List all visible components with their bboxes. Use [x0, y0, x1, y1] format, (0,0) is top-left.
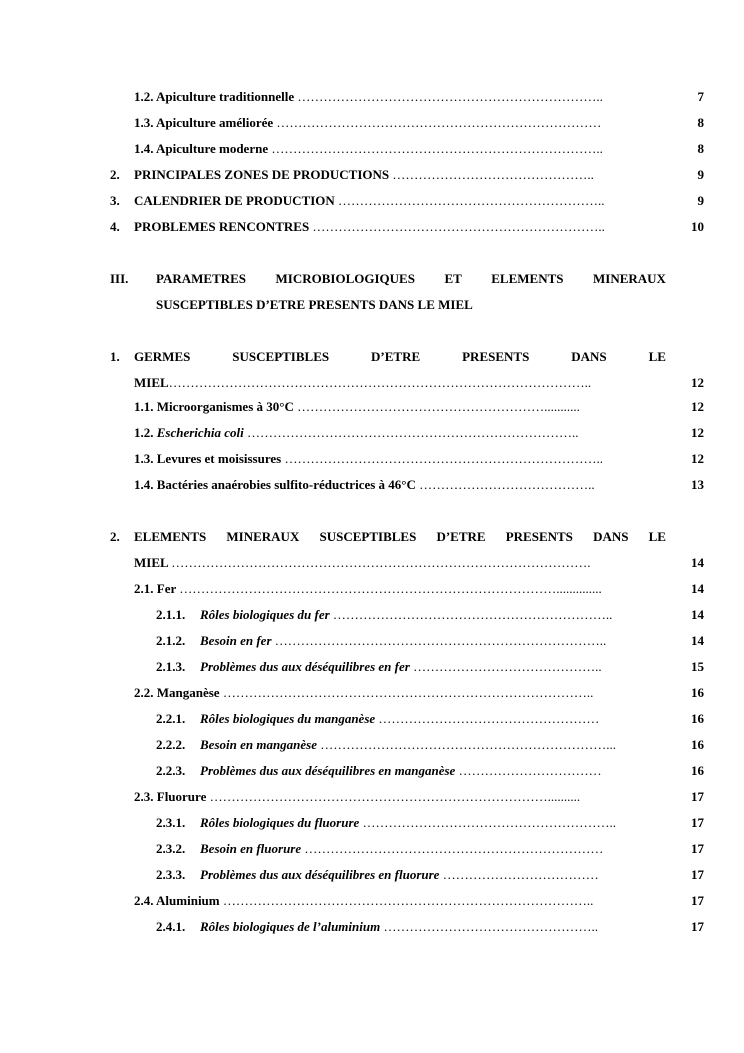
entry-title: Bactéries anaérobies sulfito-réductrices à 46°C [156, 477, 416, 492]
leader-dots: ………………………………………………………………….. [271, 141, 603, 156]
page-number: 17 [691, 867, 704, 882]
page-number: 14 [691, 555, 704, 570]
heading-word: LE [648, 529, 666, 544]
heading-word: PARAMETRES [156, 271, 247, 286]
entry-number: 2.4.1. [156, 919, 186, 934]
entry-heading-line1[interactable] [134, 528, 666, 546]
entry-number: 1.3. [134, 115, 154, 130]
page-number: 14 [691, 607, 704, 622]
toc-entry[interactable] [156, 710, 704, 728]
leader-dots: …………………………… [458, 763, 602, 778]
leader-dots: ………………………………………………………………………….. [222, 685, 594, 700]
leader-dots: …………………………………………………………………….......... [209, 789, 581, 804]
entry-title: MIEL [134, 375, 169, 390]
section-number: III. [110, 271, 129, 286]
leader-dots: ……………………………………………………………….. [284, 451, 603, 466]
entry-title: MIEL [134, 555, 168, 570]
entry-title: CALENDRIER DE PRODUCTION [134, 193, 335, 208]
toc-entry[interactable] [134, 140, 704, 158]
page-number: 12 [691, 451, 704, 466]
page-number: 17 [691, 893, 704, 908]
entry-title: Rôles biologiques du manganèse [200, 711, 376, 726]
toc-entry[interactable] [134, 424, 704, 442]
heading-word: GERMES [134, 349, 191, 364]
entry-number: 2.2.3. [156, 763, 186, 778]
toc-entry[interactable] [156, 840, 704, 858]
entry-number: 1.2. [134, 425, 154, 440]
entry-title: Rôles biologiques du fluorure [200, 815, 360, 830]
entry-number: 2.2.2. [156, 737, 186, 752]
toc-entry[interactable] [134, 398, 704, 416]
page-number: 8 [697, 141, 704, 156]
page-number: 12 [691, 425, 704, 440]
entry-number: 2.4. [134, 893, 154, 908]
heading-word: ET [444, 271, 462, 286]
leader-dots: ………………………………………………………………………….. [222, 893, 594, 908]
toc-entry[interactable] [156, 606, 704, 624]
toc-entry[interactable] [134, 476, 704, 494]
entry-number: 3. [110, 193, 120, 208]
leader-dots: …………………………………………………………………………….............. [179, 581, 602, 596]
heading-word: LE [648, 349, 666, 364]
page-number: 8 [697, 115, 704, 130]
toc-entry[interactable] [134, 580, 704, 598]
toc-entry[interactable] [134, 450, 704, 468]
entry-heading-line1[interactable] [134, 348, 666, 366]
page-number: 15 [691, 659, 704, 674]
toc-entry[interactable] [134, 892, 704, 910]
toc-entry[interactable] [110, 166, 704, 184]
toc-entry[interactable] [156, 632, 704, 650]
entry-title: Manganèse [156, 685, 220, 700]
page-number: 9 [697, 167, 704, 182]
heading-word: SUSCEPTIBLES [232, 349, 330, 364]
heading-word: MINERAUX [226, 529, 300, 544]
entry-number: 2. [110, 167, 120, 182]
entry-number: 4. [110, 219, 120, 234]
entry-number: 1.3. [134, 451, 154, 466]
heading-word: D’ETRE [371, 349, 421, 364]
entry-number: 1.2. [134, 89, 154, 104]
leader-dots: …………………………………………………………... [320, 737, 617, 752]
entry-title: Besoin en manganèse [200, 737, 318, 752]
heading-word: SUSCEPTIBLES [319, 529, 417, 544]
entry-title: Besoin en fluorure [200, 841, 302, 856]
entry-number: 1. [110, 349, 120, 364]
page-number: 10 [691, 219, 704, 234]
leader-dots: …………………………………………………….. [338, 193, 605, 208]
leader-dots: ………………………………………………………………….. [247, 425, 579, 440]
entry-title: PRINCIPALES ZONES DE PRODUCTIONS [134, 167, 390, 182]
toc-entry[interactable] [134, 684, 704, 702]
page-number: 12 [691, 399, 704, 414]
toc-entry[interactable] [156, 814, 704, 832]
entry-title: Fluorure [156, 789, 207, 804]
page-number: 9 [697, 193, 704, 208]
entry-number: 1.4. [134, 141, 154, 156]
entry-number: 2.3.1. [156, 815, 186, 830]
entry-title: Apiculture améliorée [156, 115, 274, 130]
page-number: 13 [691, 477, 704, 492]
toc-entry[interactable] [134, 374, 704, 392]
page-number: 14 [691, 633, 704, 648]
toc-entry[interactable] [110, 218, 704, 236]
leader-dots: ………………………………………………………….. [312, 219, 605, 234]
entry-number: 1.4. [134, 477, 154, 492]
leader-dots: ………………………………………………………………….. [274, 633, 607, 648]
heading-word: MICROBIOLOGIQUES [275, 271, 415, 286]
toc-entry[interactable] [134, 114, 704, 132]
entry-title: Problèmes dus aux déséquilibres en fluorure [200, 867, 440, 882]
toc-entry[interactable] [134, 788, 704, 806]
entry-number: 2.2.1. [156, 711, 186, 726]
entry-number: 2.1.1. [156, 607, 186, 622]
toc-entry[interactable] [156, 866, 704, 884]
page-number: 17 [691, 919, 704, 934]
page-number: 16 [691, 763, 704, 778]
leader-dots: …………………………………………………………….. [297, 89, 603, 104]
entry-number: 2. [110, 529, 120, 544]
leader-dots: ……………………………………………………………………………………. [171, 555, 591, 570]
entry-title: Apiculture traditionnelle [156, 89, 295, 104]
section-heading-line2[interactable]: SUSCEPTIBLES D’ETRE PRESENTS DANS LE MIEL [156, 297, 473, 312]
entry-title: Problèmes dus aux déséquilibres en fer [200, 659, 410, 674]
leader-dots: ………………………………………………….. [362, 815, 617, 830]
page-number: 16 [691, 737, 704, 752]
page-number: 16 [691, 711, 704, 726]
entry-title: Apiculture moderne [156, 141, 269, 156]
entry-number: 2.1.3. [156, 659, 186, 674]
heading-word: ELEMENTS [134, 529, 207, 544]
entry-number: 2.3. [134, 789, 154, 804]
page-number: 14 [691, 581, 704, 596]
leader-dots: …………………………………………… [378, 711, 600, 726]
heading-word: MINERAUX [593, 271, 666, 286]
heading-word: DANS [571, 349, 607, 364]
toc-entry[interactable] [134, 554, 704, 572]
heading-word: D’ETRE [436, 529, 486, 544]
entry-title: Escherichia coli [156, 425, 244, 440]
entry-title: Fer [156, 581, 176, 596]
heading-word: PRESENTS [505, 529, 573, 544]
page-number: 7 [697, 89, 704, 104]
entry-title: Rôles biologiques du fer [200, 607, 330, 622]
entry-number: 2.3.2. [156, 841, 186, 856]
leader-dots: ………………………………….. [419, 477, 595, 492]
entry-title: Microorganismes à 30°C [156, 399, 294, 414]
leader-dots: …………………………………………………………… [304, 841, 604, 856]
entry-number: 2.3.3. [156, 867, 186, 882]
entry-title: Levures et moisissures [156, 451, 282, 466]
toc-entry[interactable] [110, 192, 704, 210]
heading-word: ELEMENTS [491, 271, 564, 286]
entry-title: Aluminium [156, 893, 220, 908]
toc-entry[interactable] [156, 736, 704, 754]
entry-title: PROBLEMES RENCONTRES [134, 219, 310, 234]
leader-dots: ……………………………………….. [392, 167, 594, 182]
heading-word: DANS [593, 529, 629, 544]
toc-entry[interactable] [134, 88, 704, 106]
leader-dots: …………………………………………………………………………………….. [168, 375, 592, 390]
page-number: 17 [691, 789, 704, 804]
leader-dots: ……………………………………………………….. [332, 607, 613, 622]
entry-number: 2.2. [134, 685, 154, 700]
leader-dots: ………………………………………….. [383, 919, 598, 934]
entry-number: 1.1. [134, 399, 154, 414]
leader-dots: …………………………………….. [413, 659, 602, 674]
toc-entry[interactable] [156, 658, 704, 676]
toc-entry[interactable] [156, 918, 704, 936]
page-number: 16 [691, 685, 704, 700]
leader-dots: ………………………………………………………………… [276, 115, 602, 130]
heading-word: PRESENTS [462, 349, 530, 364]
page-number: 17 [691, 841, 704, 856]
toc-entry[interactable] [156, 762, 704, 780]
section-heading-line1[interactable] [156, 270, 666, 288]
entry-title: Problèmes dus aux déséquilibres en manganèse [200, 763, 456, 778]
leader-dots: ……………………………… [442, 867, 599, 882]
page-number: 17 [691, 815, 704, 830]
leader-dots: …………………………………………………........... [297, 399, 580, 414]
page-number: 12 [691, 375, 704, 390]
entry-title: Besoin en fer [200, 633, 272, 648]
entry-title: Rôles biologiques de l’aluminium [200, 919, 381, 934]
entry-number: 2.1.2. [156, 633, 186, 648]
entry-number: 2.1. [134, 581, 154, 596]
